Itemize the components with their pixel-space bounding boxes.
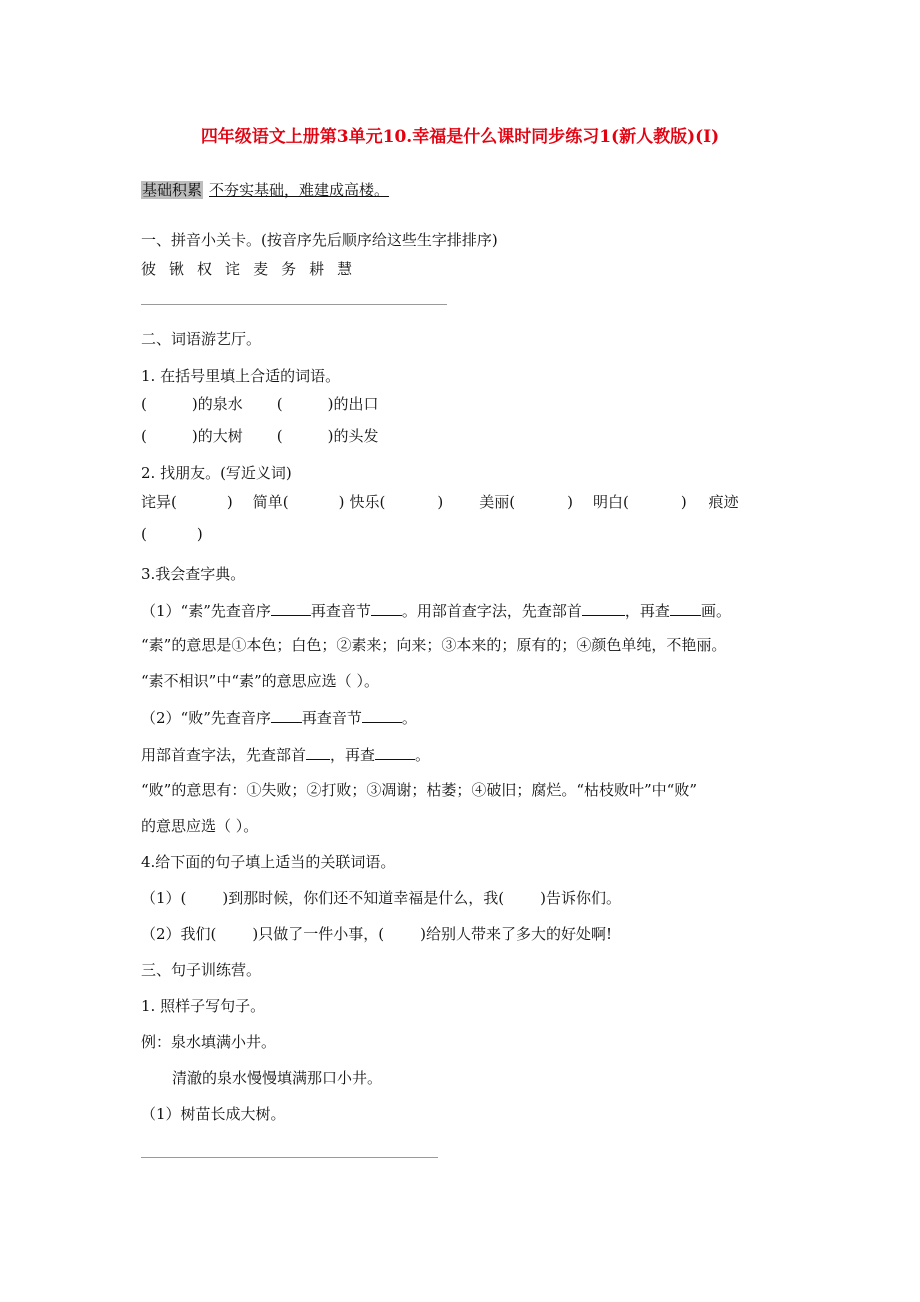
fill-item: 的出口: [333, 395, 379, 413]
fill-item: 的大树: [197, 427, 243, 445]
synonym-word: 明白: [592, 493, 623, 511]
char-item: 权: [197, 260, 213, 278]
task-1: （1）树苗长成大树。: [141, 1105, 286, 1123]
q4-line-2: （2）我们( )只做了一件小事，( )给别人带来了多大的好处啊!: [141, 925, 613, 943]
q1-label: 1. 在括号里填上合适的词语。: [141, 367, 341, 385]
blank[interactable]: [306, 745, 330, 760]
synonym-word: 痕迹: [708, 493, 739, 511]
q3-p2-line: （2）“败”先查音序 再查音节 。: [141, 709, 417, 727]
q3-p2-line-2: 用部首查字法，先查部首 ，再查 。: [141, 746, 431, 764]
q3-p2-meaning: “败”的意思有：①失败；②打败；③凋谢；枯萎；④破旧；腐烂。“枯枝败叶”中“败”: [141, 781, 698, 799]
answer-line[interactable]: [141, 304, 447, 305]
q4-line-1: （1）( )到那时候，你们还不知道幸福是什么，我( )告诉你们。: [141, 889, 621, 907]
fill-item: 的泉水: [197, 395, 243, 413]
q2-label: 2. 找朋友。(写近义词): [141, 464, 292, 482]
char-item: 耕: [309, 260, 325, 278]
q1-row-2: ( )的大树 ( )的头发: [141, 427, 379, 445]
section-1-heading: 一、拼音小关卡。(按音序先后顺序给这些生字排排序): [141, 231, 498, 249]
answer-line[interactable]: [141, 1157, 438, 1158]
synonym-word: 简单: [252, 493, 283, 511]
pinyin-char-list: [141, 260, 352, 278]
document-title: 四年级语文上册第3单元10.幸福是什么课时同步练习1(新人教版)(I): [200, 127, 720, 147]
section-motto: 不夯实基础，难建成高楼。: [209, 181, 390, 199]
section-header: [141, 181, 389, 199]
q3-p2-choose: 的意思应选（ ）。: [141, 817, 259, 835]
s3-q1-label: 1. 照样子写句子。: [141, 997, 266, 1015]
example-sentence: 例：泉水填满小井。: [141, 1033, 277, 1051]
section-3-heading: 三、句子训练营。: [141, 961, 262, 979]
synonym-word: 快乐: [349, 493, 380, 511]
section-tag: 基础积累: [142, 181, 203, 199]
q2-row-cont: ( ): [141, 525, 203, 543]
char-item: 锹: [169, 260, 185, 278]
q1-row-1: ( )的泉水 ( )的出口: [141, 395, 379, 413]
synonym-word: 美丽: [479, 493, 510, 511]
blank[interactable]: [582, 601, 625, 616]
blank[interactable]: [362, 708, 402, 723]
char-item: 慧: [337, 260, 353, 278]
blank[interactable]: [271, 601, 311, 616]
example-result: 清澈的泉水慢慢填满那口小井。: [172, 1069, 383, 1087]
blank[interactable]: [670, 601, 701, 616]
q3-p1-line: （1）“素”先查音序 再查音节 。用部首查字法，先查部首 ，再查 画。: [141, 602, 731, 620]
blank[interactable]: [375, 745, 415, 760]
blank[interactable]: [271, 708, 302, 723]
section-2-heading: 二、词语游艺厅。: [141, 330, 262, 348]
char-item: 务: [281, 260, 297, 278]
q3-label: 3.我会查字典。: [141, 565, 246, 583]
blank[interactable]: [371, 601, 402, 616]
q3-p1-choose: “素不相识”中“素”的意思应选（ ）。: [141, 672, 379, 690]
q4-label: 4.给下面的句子填上适当的关联词语。: [141, 853, 396, 871]
q3-p1-meaning: “素”的意思是①本色；白色；②素来；向来；③本来的；原有的；④颜色单纯，不艳丽。: [141, 636, 727, 654]
char-item: 诧: [225, 260, 241, 278]
char-item: 麦: [253, 260, 269, 278]
synonym-word: 诧异: [141, 493, 172, 511]
char-item: 彼: [141, 260, 157, 278]
q2-row: 诧异( ) 简单( ) 快乐( ) 美丽( ) 明白( ) 痕迹: [141, 493, 739, 511]
fill-item: 的头发: [333, 427, 379, 445]
